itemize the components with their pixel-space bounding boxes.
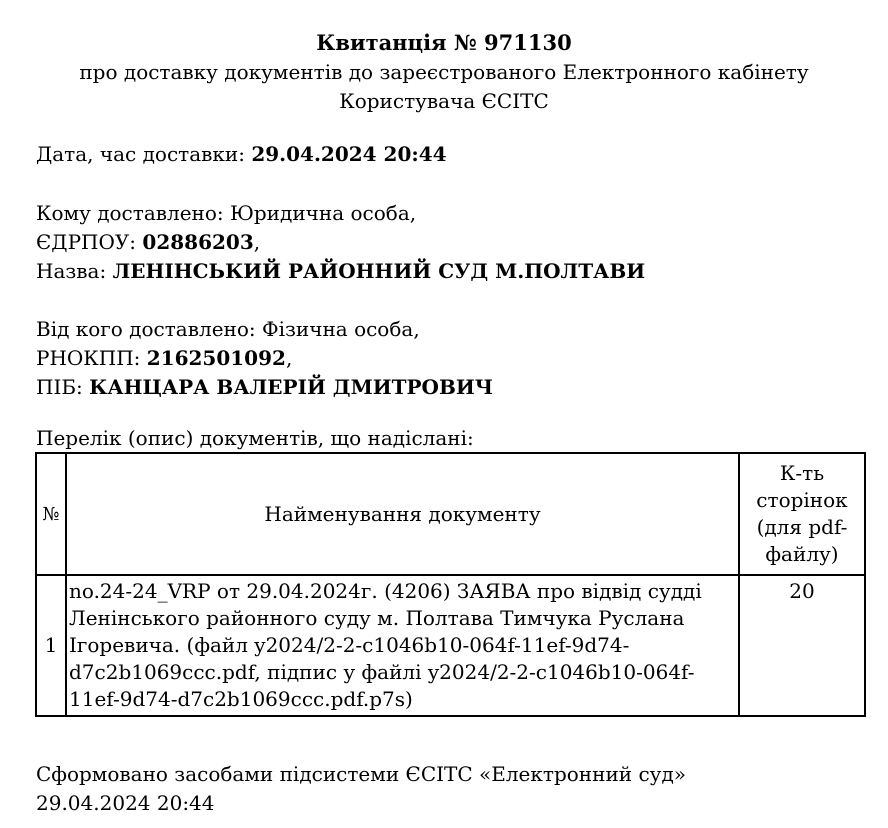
recipient-name-value: ЛЕНІНСЬКИЙ РАЙОННИЙ СУД М.ПОЛТАВИ — [112, 259, 646, 283]
recipient-edrpou — [36, 229, 260, 256]
sender-name — [36, 374, 493, 401]
pages-header-line: К-ть — [779, 461, 825, 485]
pages-header-line: (для pdf- — [756, 515, 848, 539]
documents-caption: Перелік (опис) документів, що надіслані: — [36, 426, 474, 450]
footer-generated: Сформовано засобами підсистеми ЄСІТС «Електронний суд» — [36, 762, 686, 786]
sender-type: Від кого доставлено: Фізична особа, — [36, 317, 420, 341]
row-page-count: 20 — [739, 575, 865, 716]
receipt-subtitle-line2: Користувача ЄСІТС — [339, 89, 549, 113]
delivery-datetime — [36, 141, 447, 168]
row-number: 1 — [36, 575, 66, 716]
pages-header-line: файлу) — [765, 542, 839, 566]
sender-code-value: 2162501092 — [146, 346, 286, 370]
recipient-code-suffix: , — [253, 230, 261, 254]
recipient-name — [36, 258, 645, 285]
sender-code-label: РНОКПП: — [36, 346, 147, 370]
delivery-value: 29.04.2024 20:44 — [251, 142, 447, 166]
column-pages-header — [739, 453, 865, 575]
sender-name-value: КАНЦАРА ВАЛЕРІЙ ДМИТРОВИЧ — [89, 375, 494, 399]
sender-name-label: ПІБ: — [36, 375, 90, 399]
documents-header-row — [36, 453, 865, 575]
recipient-code-label: ЄДРПОУ: — [36, 230, 143, 254]
recipient-name-label: Назва: — [36, 259, 113, 283]
recipient-type: Кому доставлено: Юридична особа, — [36, 201, 417, 225]
receipt-title: Квитанція № 971130 — [316, 30, 572, 55]
pages-header-line: сторінок — [756, 488, 848, 512]
delivery-label: Дата, час доставки: — [36, 142, 252, 166]
row-document-name: no.24-24_VRP от 29.04.2024г. (4206) ЗАЯВА про відвід судді Ленінського районного суду м. Полтава Тимчука Руслана Ігоревича. (файл y2024/2-2-c1046b10-064f-11ef-9d74-d7c2b1069ccc.pdf, підпис у файлі y2024/2-2-c1046b10-064f-11ef-9d74-d7c2b1069ccc.pdf.p7s) — [66, 575, 739, 716]
footer-timestamp: 29.04.2024 20:44 — [36, 791, 215, 815]
sender-rnokpp — [36, 345, 292, 372]
receipt-subtitle-line1: про доставку документів до зареєстрованого Електронного кабінету — [79, 60, 809, 84]
column-number-header: № — [36, 453, 66, 575]
documents-table — [35, 452, 866, 717]
table-row — [36, 575, 865, 716]
recipient-code-value: 02886203 — [142, 230, 254, 254]
column-name-header: Найменування документу — [66, 453, 739, 575]
sender-code-suffix: , — [285, 346, 293, 370]
